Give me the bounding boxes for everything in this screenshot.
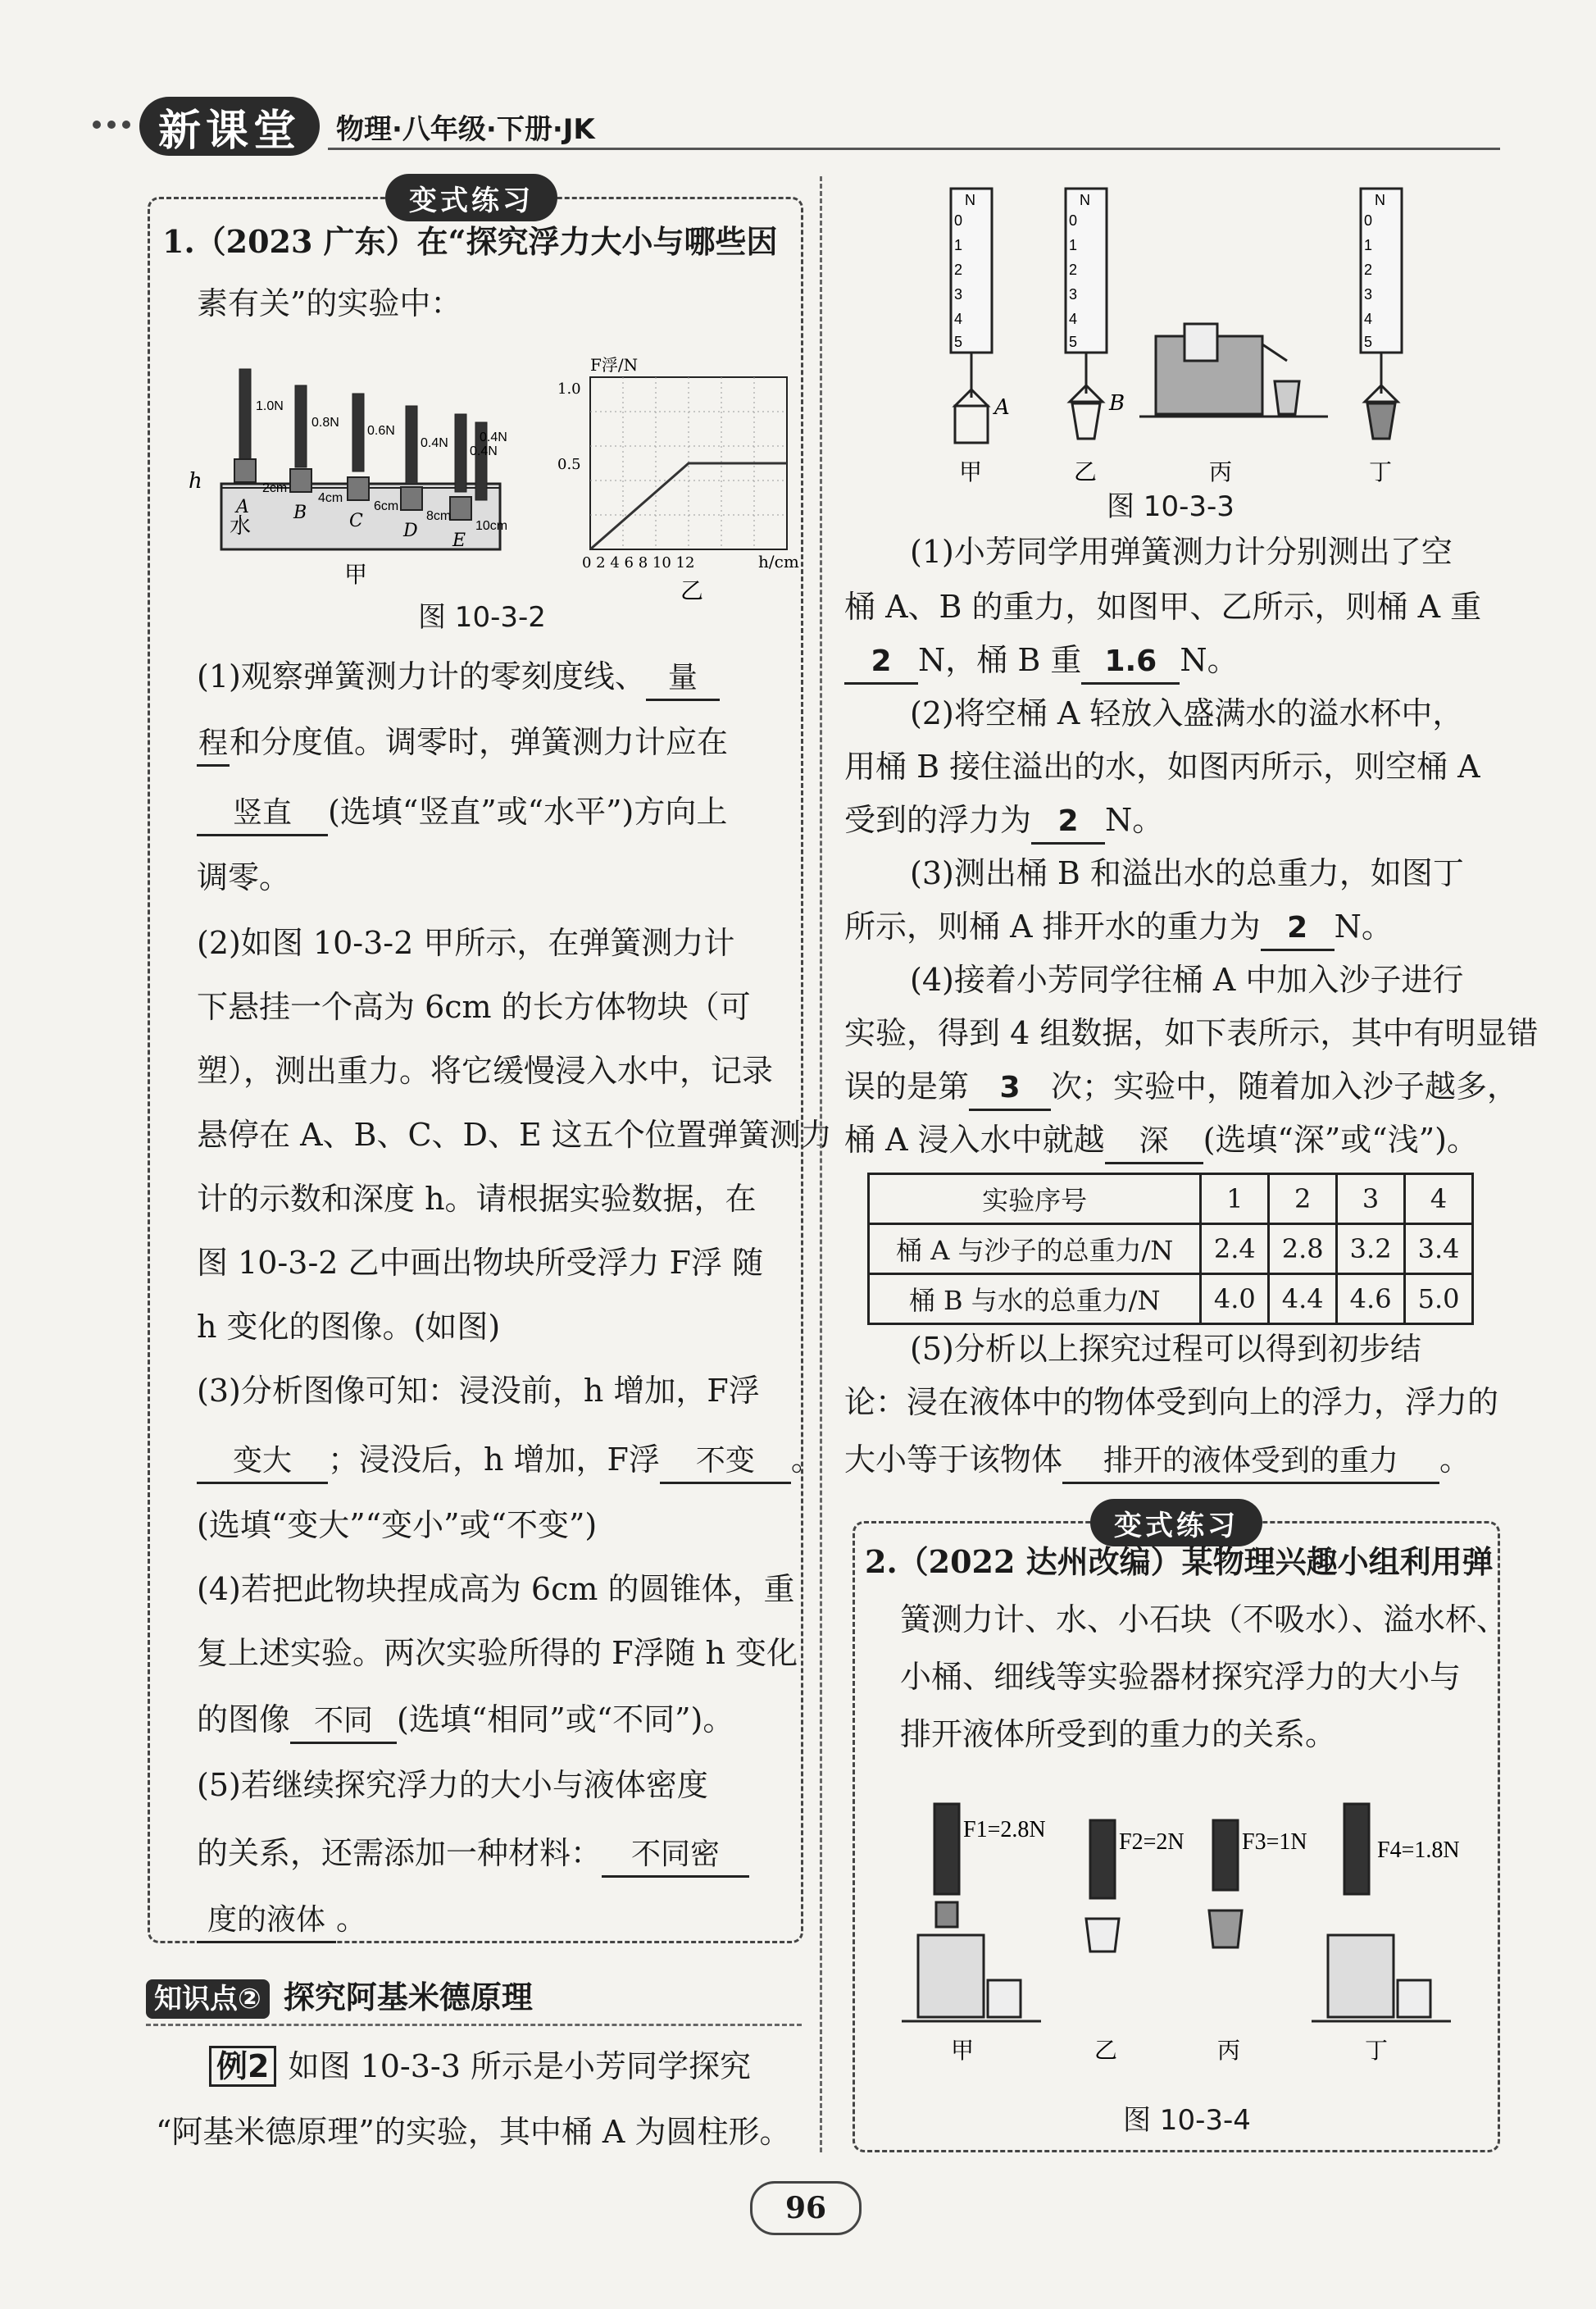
svg-text:8cm: 8cm (426, 509, 452, 523)
svg-text:B: B (293, 503, 307, 523)
svg-text:0: 0 (1364, 212, 1373, 229)
svg-text:A: A (994, 395, 1010, 420)
practice-badge: 变式练习 (385, 174, 557, 221)
svg-text:B: B (1109, 391, 1125, 416)
table-cell: 3.4 (1405, 1224, 1473, 1274)
q1-part1-line4: 调零。 (197, 859, 291, 895)
example-2-l2: “阿基米德原理”的实验，其中桶 A 为圆柱形。 (156, 2114, 791, 2150)
ex2-s1-l2: 桶 A、B 的重力，如图甲、乙所示，则桶 A 重 (844, 589, 1482, 625)
table-row (869, 1224, 1473, 1274)
label-jia: 甲 (344, 561, 368, 588)
q1-part3-l3: (选填“变大”“变小”或“不变”) (197, 1507, 598, 1543)
ex2-s3-l2: 所示，则桶 A 排开水的重力为 2 N。 (844, 906, 1393, 951)
q1-part1: (1)观察弹簧测力计的零刻度线、 量 (197, 656, 720, 701)
q1-part5-l2: 的关系，还需添加一种材料： 不同密 (197, 1833, 749, 1878)
scale-1 (239, 369, 251, 459)
q1-part2: (2)如图 10-3-2 甲所示，在弹簧测力计 (197, 925, 735, 961)
ex2-s4-l3: 误的是第 3 次；实验中，随着加入沙子越多， (844, 1066, 1518, 1111)
svg-text:4: 4 (954, 311, 963, 327)
svg-text:1: 1 (1069, 237, 1078, 253)
svg-text:N: N (965, 192, 975, 208)
scale-2 (295, 385, 307, 467)
figure-10-3-4 (885, 1771, 1492, 2066)
svg-text:1.0: 1.0 (557, 380, 581, 398)
q2-l3: 小桶、细线等实验器材探究浮力的大小与 (900, 1659, 1462, 1695)
svg-text:0.4N: 0.4N (470, 444, 498, 458)
ex2-s1: (1)小芳同学用弹簧测力计分别测出了空 (910, 534, 1453, 570)
table-header-row (869, 1174, 1473, 1224)
ex2-s4: (4)接着小芳同学往桶 A 中加入沙子进行 (910, 962, 1464, 998)
svg-text:5: 5 (1069, 334, 1078, 350)
table-header-cell: 3 (1337, 1174, 1405, 1224)
q1-part1-line3: 竖直 (选填“竖直”或“水平”)方向上 (197, 791, 727, 836)
ex2-s2-l3: 受到的浮力为 2 N。 (844, 799, 1163, 845)
svg-text:F浮/N: F浮/N (590, 355, 639, 375)
ex2-s4-l4: 桶 A 浸入水中就越 深 (选填“深”或“浅”)。 (844, 1119, 1478, 1164)
q1-part5: (5)若继续探究浮力的大小与液体密度 (197, 1767, 708, 1803)
q1-part2-l3: 塑），测出重力。将它缓慢浸入水中，记录 (197, 1053, 774, 1089)
example-tag: 例2 (209, 2046, 276, 2087)
table-cell: 4.0 (1201, 1274, 1269, 1324)
svg-text:4cm: 4cm (318, 491, 343, 505)
ex2-s4-l2: 实验，得到 4 组数据，如下表所示，其中有明显错 (844, 1015, 1539, 1051)
svg-text:2: 2 (1364, 262, 1373, 278)
svg-text:F1=2.8N: F1=2.8N (963, 1817, 1046, 1842)
q1-part4-l3: 的图像 不同 (选填“相同”或“不同”)。 (197, 1699, 734, 1744)
svg-text:F4=1.8N: F4=1.8N (1377, 1838, 1460, 1863)
q1-part4-l2: 复上述实验。两次实验所得的 F浮随 h 变化 (197, 1635, 798, 1671)
table-header-cell: 2 (1269, 1174, 1337, 1224)
q1-part3-l2: 变大 ；浸没后，h 增加，F浮 不变 。 (197, 1439, 822, 1484)
q1-part1-line2: 程和分度值。调零时，弹簧测力计应在 (197, 722, 728, 767)
header-rule (328, 148, 1500, 150)
table-cell: 4.6 (1337, 1274, 1405, 1324)
q1-part5-l3: 度的液体 。 (197, 1898, 367, 1943)
svg-text:h/cm: h/cm (758, 552, 799, 572)
brand-logo: 新课堂 (139, 97, 320, 156)
svg-text:1: 1 (954, 237, 963, 253)
svg-text:0: 0 (1069, 212, 1078, 229)
q1-part2-l6: 图 10-3-2 乙中画出物块所受浮力 F浮 随 (197, 1245, 764, 1281)
svg-text:1.0N: 1.0N (256, 399, 284, 413)
scale-5 (455, 414, 466, 492)
book-subtitle: 物理·八年级·下册·JK (336, 113, 595, 146)
svg-text:0.4N: 0.4N (421, 436, 448, 450)
table-cell: 桶 A 与沙子的总重力/N (869, 1224, 1201, 1274)
svg-text:丙: 丙 (1217, 2037, 1241, 2064)
svg-text:10cm: 10cm (475, 519, 508, 533)
scale-4 (406, 406, 417, 484)
ex2-s2: (2)将空桶 A 轻放入盛满水的溢水杯中， (910, 695, 1464, 731)
q2-intro: 2.（2022 达州改编）某物理兴趣小组利用弹 (865, 1543, 1494, 1580)
svg-text:3: 3 (954, 286, 963, 303)
ex2-s1-l3: 2 N，桶 B 重 1.6 N。 (844, 640, 1239, 685)
table-header-cell: 实验序号 (869, 1174, 1201, 1224)
svg-text:5: 5 (954, 334, 963, 350)
example-2: 例2 如图 10-3-3 所示是小芳同学探究 (209, 2046, 751, 2087)
scale-3 (352, 394, 364, 471)
svg-text:N: N (1375, 192, 1385, 208)
svg-text:丙: 丙 (1209, 458, 1233, 485)
svg-text:E: E (452, 531, 466, 551)
svg-text:0 2 4 6 8 10 12: 0 2 4 6 8 10 12 (582, 554, 695, 572)
svg-text:F2=2N: F2=2N (1119, 1829, 1184, 1855)
table-cell: 2.8 (1269, 1224, 1337, 1274)
svg-text:0.5: 0.5 (557, 456, 581, 473)
header-decoration (90, 116, 139, 133)
ex2-s3: (3)测出桶 B 和溢出水的总重力，如图丁 (910, 855, 1464, 891)
page-number: 96 (750, 2181, 862, 2235)
water-label: 水 (230, 514, 252, 539)
column-divider (820, 176, 822, 2152)
ex2-s5-l2: 论：浸在液体中的物体受到向上的浮力，浮力的 (844, 1384, 1499, 1420)
svg-text:2cm: 2cm (262, 481, 288, 495)
q2-l2: 簧测力计、水、小石块（不吸水）、溢水杯、 (900, 1601, 1508, 1637)
svg-text:0.4N: 0.4N (480, 430, 507, 444)
table-header-cell: 4 (1405, 1174, 1473, 1224)
svg-text:1: 1 (1364, 237, 1373, 253)
q1-intro-2: 素有关”的实验中： (197, 285, 462, 321)
q1-part3: (3)分析图像可知：浸没前，h 增加，F浮 (197, 1373, 760, 1409)
svg-text:N: N (1080, 192, 1090, 208)
q1-part2-l2: 下悬挂一个高为 6cm 的长方体物块（可 (197, 989, 751, 1025)
svg-text:A: A (236, 497, 249, 517)
knowledge-tag: 知识点② (146, 1979, 270, 2019)
svg-text:D: D (403, 521, 418, 541)
fig-caption-10-3-3: 图 10-3-3 (1107, 490, 1235, 523)
svg-text:甲: 甲 (959, 458, 983, 485)
q1-part2-l7: h 变化的图像。(如图) (197, 1309, 501, 1345)
q1-part2-l5: 计的示数和深度 h。请根据实验数据，在 (197, 1181, 757, 1217)
table-cell: 桶 B 与水的总重力/N (869, 1274, 1201, 1324)
table-cell: 4.4 (1269, 1274, 1337, 1324)
svg-text:2: 2 (954, 262, 963, 278)
figure-10-3-3 (861, 172, 1541, 492)
svg-text:2: 2 (1069, 262, 1078, 278)
svg-text:5: 5 (1364, 334, 1373, 350)
svg-text:4: 4 (1364, 311, 1373, 327)
ex2-s2-l2: 用桶 B 接住溢出的水，如图丙所示，则空桶 A (844, 749, 1480, 785)
buoyancy-graph (557, 355, 799, 604)
figure-10-3-2 (189, 344, 799, 604)
table-cell: 3.2 (1337, 1224, 1405, 1274)
svg-text:乙: 乙 (1094, 2037, 1118, 2064)
knowledge-point-header (146, 1976, 802, 2026)
data-table (867, 1173, 1474, 1325)
fig-caption-10-3-4: 图 10-3-4 (1123, 2104, 1251, 2137)
svg-text:C: C (349, 511, 363, 531)
svg-text:6cm: 6cm (374, 499, 399, 513)
svg-text:甲: 甲 (951, 2037, 975, 2064)
svg-text:3: 3 (1364, 286, 1373, 303)
q1-intro: 1.（2023 广东）在“探究浮力大小与哪些因 (162, 223, 778, 260)
svg-text:丁: 丁 (1365, 2037, 1389, 2064)
svg-text:乙: 乙 (680, 577, 704, 604)
fig-caption-10-3-2: 图 10-3-2 (418, 601, 546, 634)
svg-text:丁: 丁 (1369, 458, 1393, 485)
svg-text:3: 3 (1069, 286, 1078, 303)
knowledge-title: 探究阿基米德原理 (283, 1979, 533, 2015)
ex2-s5: (5)分析以上探究过程可以得到初步结 (910, 1331, 1421, 1367)
table-cell: 2.4 (1201, 1224, 1269, 1274)
q2-l4: 排开液体所受到的重力的关系。 (900, 1716, 1337, 1752)
table-row (869, 1274, 1473, 1324)
table-cell: 5.0 (1405, 1274, 1473, 1324)
ex2-s5-l3: 大小等于该物体 排开的液体受到的重力 。 (844, 1439, 1471, 1484)
q1-part4: (4)若把此物块捏成高为 6cm 的圆锥体，重 (197, 1571, 795, 1607)
svg-text:0: 0 (954, 212, 963, 229)
h-label: h (189, 469, 202, 494)
q1-part2-l4: 悬停在 A、B、C、D、E 这五个位置弹簧测力 (197, 1117, 832, 1153)
svg-text:0.8N: 0.8N (311, 416, 339, 430)
practice-badge-2: 变式练习 (1090, 1499, 1262, 1546)
svg-text:乙: 乙 (1074, 458, 1098, 485)
svg-text:F3=1N: F3=1N (1242, 1829, 1307, 1855)
table-header-cell: 1 (1201, 1174, 1269, 1224)
svg-text:4: 4 (1069, 311, 1078, 327)
svg-text:0.6N: 0.6N (367, 424, 395, 438)
